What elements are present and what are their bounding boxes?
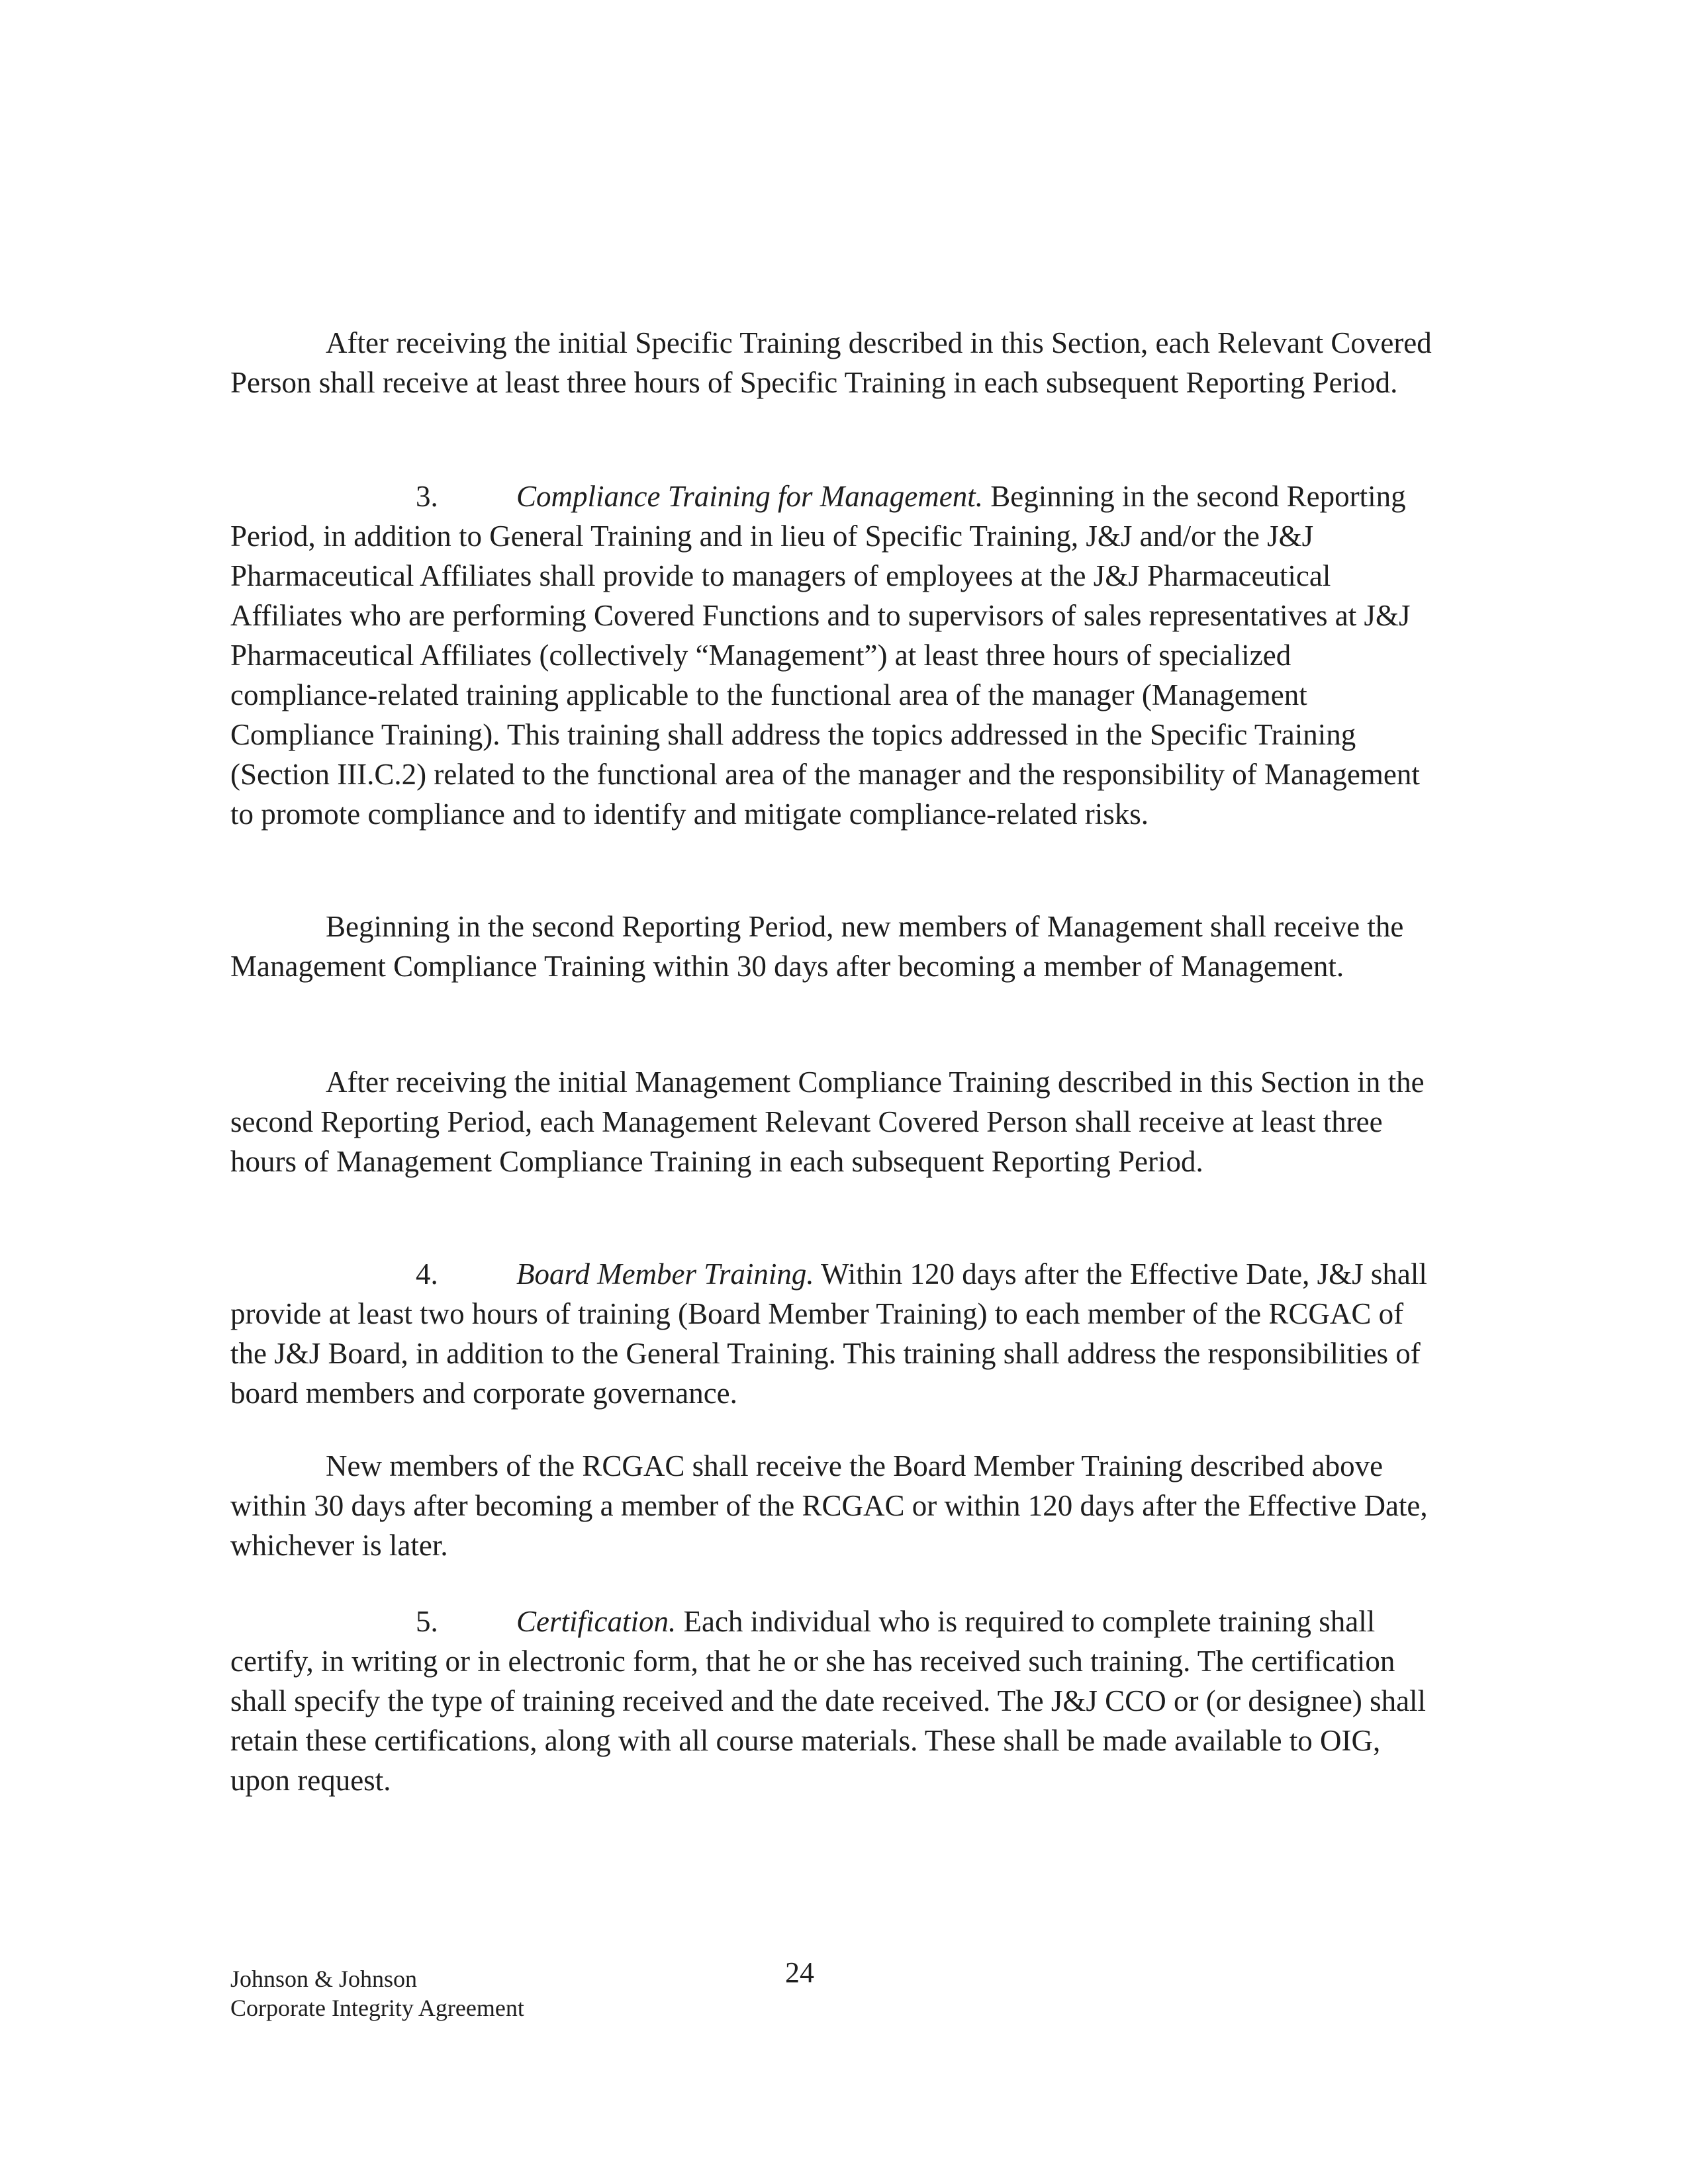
section-heading: Compliance Training for Management.	[516, 480, 983, 513]
section-heading: Certification.	[516, 1605, 677, 1638]
paragraph-specific-training-followup	[230, 323, 1442, 402]
paragraph-board-member-training	[230, 1254, 1442, 1413]
footer-line-agreement: Corporate Integrity Agreement	[230, 1995, 524, 2021]
footer-line-company: Johnson & Johnson	[230, 1966, 418, 1992]
paragraph-new-rcgac-members	[230, 1446, 1442, 1565]
paragraph-new-management	[230, 907, 1442, 986]
footer-document-title	[230, 1964, 524, 2023]
paragraph-text: After receiving the initial Specific Training described in this Section, each Relevant Covered Person shall receive at least three hours of Specific Training in each subsequent Reporting Period.	[230, 326, 1432, 399]
paragraph-management-followup	[230, 1062, 1442, 1181]
paragraph-text: After receiving the initial Management Compliance Training described in this Section in the second Reporting Period, each Management Relevant Covered Person shall receive at least three hours of Management Compliance Training in each subsequent Reporting Period.	[230, 1066, 1425, 1178]
section-number: 5.	[416, 1605, 438, 1638]
paragraph-text: Each individual who is required to complete training shall certify, in writing or in electronic form, that he or she has received such training. The certification shall specify the type of training received and the date received. The J&J CCO or (or designee) shall retain these certifications, along with all course materials. These shall be made available to OIG, upon request.	[230, 1605, 1427, 1797]
page-number: 24	[785, 1956, 814, 1989]
section-number: 4.	[416, 1257, 438, 1291]
paragraph-text: Beginning in the second Reporting Period, new members of Management shall receive the Management Compliance Training within 30 days after becoming a member of Management.	[230, 910, 1404, 983]
paragraph-text: Beginning in the second Reporting Period, in addition to General Training and in lieu of Specific Training, J&J and/or the J&J Pharmaceutical Affiliates shall provide to managers of employees at the J&J Pharmaceutical Affiliates who are performing Covered Functions and to supervisors of sales representatives at J&J Pharmaceutical Affiliates (collectively “Management”) at least three hours of specialized compliance-related training applicable to the functional area of the manager (Management Compliance Training). This training shall address the topics addressed in the Specific Training (Section III.C.2) related to the functional area of the manager and the responsibility of Management to promote compliance and to identify and mitigate compliance-related risks.	[230, 480, 1420, 831]
paragraph-certification	[230, 1602, 1442, 1800]
section-number: 3.	[416, 480, 438, 513]
paragraph-management-training	[230, 477, 1442, 834]
paragraph-text: New members of the RCGAC shall receive the Board Member Training described above within 30 days after becoming a member of the RCGAC or within 120 days after the Effective Date, whichever is later.	[230, 1449, 1428, 1562]
section-heading: Board Member Training.	[516, 1257, 814, 1291]
paragraph-text: Within 120 days after the Effective Date, J&J shall provide at least two hours of training (Board Member Training) to each member of the RCGAC of the J&J Board, in addition to the General Training. This training shall address the responsibilities of board members and corporate governance.	[230, 1257, 1427, 1410]
